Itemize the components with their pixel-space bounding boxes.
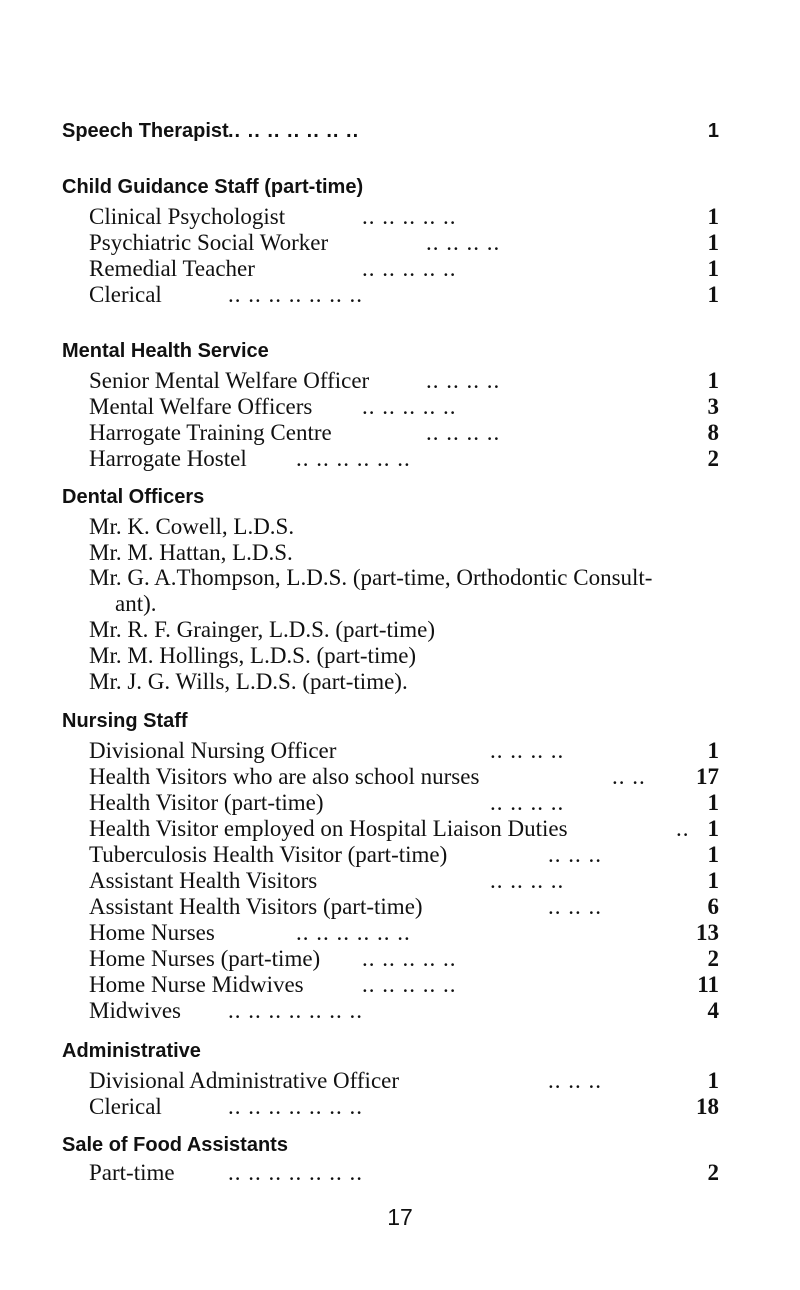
list-item [0,280,800,310]
item-label: Psychiatric Social Worker [89,230,329,255]
item-label: Tuberculosis Health Visitor (part-time) [89,842,448,867]
item-label: Remedial Teacher [89,256,255,281]
section-heading: Nursing Staff [62,710,188,732]
item-label: Clerical [89,1094,162,1119]
leader-dots: .. .. .. .. .. [362,204,457,229]
item-count: 18 [696,1094,719,1119]
item-count: 17 [696,764,719,789]
item-label: Health Visitors who are also school nurses [89,764,480,789]
leader-dots: .. [676,816,690,841]
section-heading: Mental Health Service [62,340,269,362]
item-label: Home Nurse Midwives [89,972,304,997]
dental-officer-line: Mr. G. A.Thompson, L.D.S. (part-time, Orthodontic Consult- [89,565,653,590]
dental-officer-line: Mr. K. Cowell, L.D.S. [89,514,295,539]
leader-dots: .. .. .. .. .. .. .. [228,282,363,307]
leader-dots: .. .. .. [548,842,602,867]
dental-officer-line: Mr. M. Hollings, L.D.S. (part-time) [89,643,417,668]
item-label: Clinical Psychologist [89,204,286,229]
administrative-heading [0,1036,800,1066]
leader-dots: .. .. .. .. [426,420,501,445]
speech-therapist-row [0,116,800,146]
item-count: 8 [707,420,719,445]
item-count: 1 [707,816,719,841]
item-count: 4 [707,998,719,1023]
section-heading: Dental Officers [62,486,205,508]
item-count: 1 [707,204,719,229]
section-heading: Sale of Food Assistants [62,1134,288,1156]
leader-dots: .. .. .. .. .. .. .. [228,998,363,1023]
item-label: Part-time [89,1160,175,1185]
item-count: 2 [707,446,719,471]
page-number: 17 [387,1204,413,1230]
leader-dots: .. .. .. [548,894,602,919]
item-count: 1 [707,230,719,255]
dental-officer-line: Mr. J. G. Wills, L.D.S. (part-time). [89,669,408,694]
section-heading: Administrative [62,1040,201,1062]
leader-dots: .. .. .. .. .. .. [296,920,411,945]
item-label: Clerical [89,282,162,307]
speech-therapist-count: 1 [707,120,719,142]
leader-dots: .. .. .. .. .. [362,972,457,997]
item-label: Divisional Nursing Officer [89,738,337,763]
dental-heading [0,482,800,512]
item-count: 6 [707,894,719,919]
item-label: Divisional Administrative Officer [89,1068,400,1093]
item-count: 1 [707,368,719,393]
leader-dots: .. .. .. [548,1068,602,1093]
leader-dots: .. .. .. .. .. [362,394,457,419]
item-label: Senior Mental Welfare Officer [89,368,370,393]
item-count: 1 [707,282,719,307]
item-count: 2 [707,946,719,971]
item-count: 1 [707,1068,719,1093]
item-count: 13 [696,920,719,945]
nursing-heading [0,706,800,736]
leader-dots: .. .. .. .. .. .. .. [228,1094,363,1119]
list-item [0,996,800,1026]
leader-dots: .. .. .. .. .. [362,256,457,281]
list-item [0,444,800,474]
item-count: 1 [707,256,719,281]
leader-dots: .. .. .. .. .. .. .. [228,1160,363,1185]
item-label: Harrogate Hostel [89,446,247,471]
leader-dots: .. .. .. .. .. .. .. [228,120,360,142]
item-label: Home Nurses [89,920,215,945]
leader-dots: .. .. .. .. [490,738,565,763]
item-label: Midwives [89,998,181,1023]
item-count: 11 [697,972,719,997]
item-count: 2 [707,1160,719,1185]
item-label: Health Visitor (part-time) [89,790,324,815]
item-label: Mental Welfare Officers [89,394,313,419]
section-heading: Child Guidance Staff (part-time) [62,176,364,198]
item-count: 3 [707,394,719,419]
leader-dots: .. .. .. .. [490,790,565,815]
leader-dots: .. .. .. .. [426,230,501,255]
dental-officer-line: Mr. R. F. Grainger, L.D.S. (part-time) [89,617,436,642]
item-count: 1 [707,790,719,815]
leader-dots: .. .. .. .. [426,368,501,393]
mental-health-heading [0,336,800,366]
list-item [0,1158,800,1188]
item-label: Assistant Health Visitors (part-time) [89,894,423,919]
child-guidance-heading [0,172,800,202]
food-heading [0,1130,800,1160]
item-label: Harrogate Training Centre [89,420,332,445]
dental-officer-line: Mr. M. Hattan, L.D.S. [89,540,293,565]
leader-dots: .. .. .. .. [490,868,565,893]
list-item [0,1092,800,1122]
leader-dots: .. .. .. .. .. .. [296,446,411,471]
item-label: Home Nurses (part-time) [89,946,321,971]
item-count: 1 [707,868,719,893]
item-count: 1 [707,738,719,763]
dental-officer-line: ant). [115,591,157,616]
leader-dots: .. .. [612,764,646,789]
leader-dots: .. .. .. .. .. [362,946,457,971]
item-count: 1 [707,842,719,867]
speech-therapist-label: Speech Therapist [62,120,229,142]
item-label: Assistant Health Visitors [89,868,318,893]
item-label: Health Visitor employed on Hospital Liaison Duties [89,816,568,841]
